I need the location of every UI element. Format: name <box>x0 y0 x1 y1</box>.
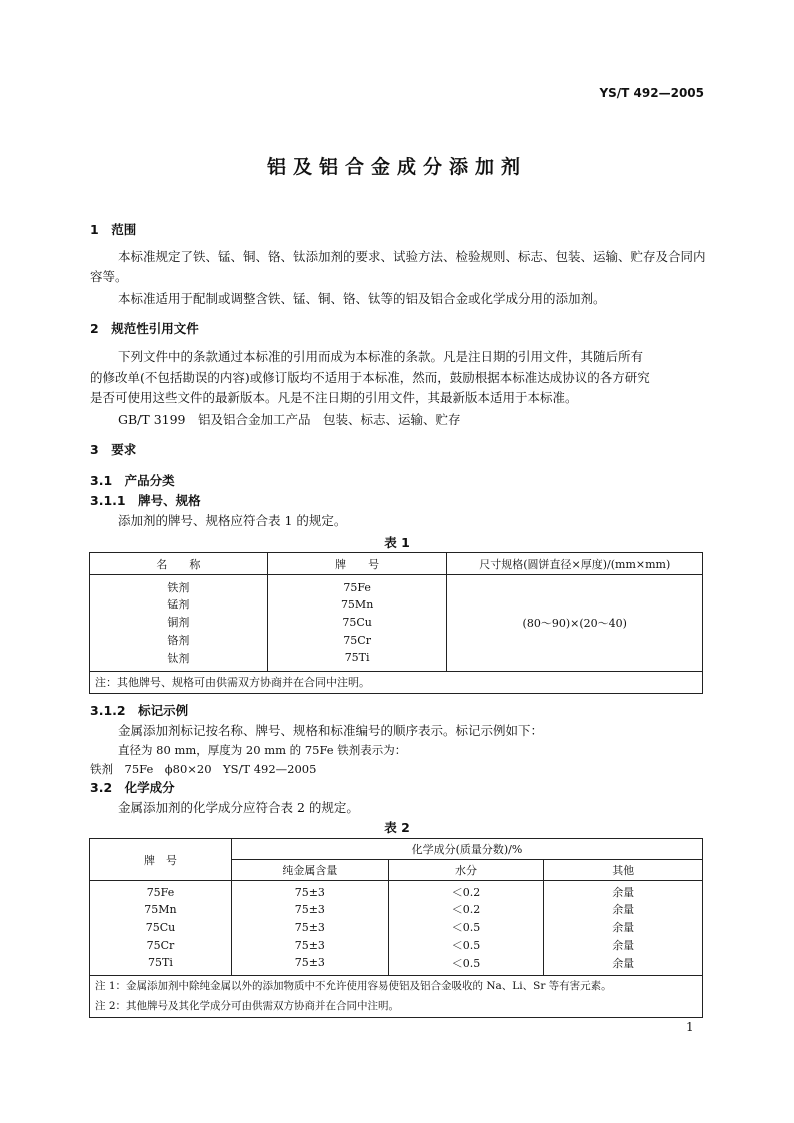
table-2-cell-metal: 75±3 <box>231 900 388 918</box>
table-2-cell-metal: 75±3 <box>231 954 388 975</box>
table-2-cell-grade: 75Mn <box>90 900 232 918</box>
table-1-row-grade: 75Fe <box>267 575 447 596</box>
table-1-row-name: 铜剂 <box>90 613 268 631</box>
table-1-row-name: 铁剂 <box>90 575 268 596</box>
table-2-cell-grade: 75Cu <box>90 918 232 936</box>
table-2-cell-other: 余量 <box>544 954 703 975</box>
table-2-note-2: 注 2：其他牌号及其化学成分可由供需双方协商并在合同中注明。 <box>95 1000 400 1012</box>
section-3-2-text: 金属添加剂的化学成分应符合表 2 的规定。 <box>118 800 359 815</box>
table-1-row-name: 铬剂 <box>90 631 268 649</box>
table-2-header-composition: 化学成分(质量分数)/% <box>231 839 702 860</box>
table-1-header-grade: 牌 号 <box>267 553 447 575</box>
table-1-row-grade: 75Cr <box>267 631 447 649</box>
table-2-cell-water: ＜0.5 <box>388 936 544 954</box>
section-2-para1-line1: 下列文件中的条款通过本标准的引用而成为本标准的条款。凡是注日期的引用文件，其随后所有 <box>118 349 644 364</box>
table-1-header-name: 名 称 <box>90 553 268 575</box>
table-2-cell-water: ＜0.5 <box>388 918 544 936</box>
section-3-heading: 3 要求 <box>90 442 137 457</box>
section-3-1-heading: 3.1 产品分类 <box>90 473 175 488</box>
table-1-row-name: 钛剂 <box>90 649 268 671</box>
table-1-row-grade: 75Ti <box>267 649 447 671</box>
section-3-1-2-example-desc: 直径为 80 mm，厚度为 20 mm 的 75Fe 铁剂表示为： <box>118 743 407 757</box>
section-1-para1-line2: 容等。 <box>90 269 128 284</box>
section-2-reference: GB/T 3199 铝及铝合金加工产品 包装、标志、运输、贮存 <box>118 412 461 427</box>
section-2-para1-line3: 是否可使用这些文件的最新版本。凡是不注日期的引用文件，其最新版本适用于本标准。 <box>90 390 578 405</box>
standard-code: YS/T 492—2005 <box>599 86 704 100</box>
section-3-1-1-text: 添加剂的牌号、规格应符合表 1 的规定。 <box>118 513 347 528</box>
page-number: 1 <box>686 1020 694 1034</box>
table-2-header-grade: 牌 号 <box>90 839 232 881</box>
section-3-1-1-heading: 3.1.1 牌号、规格 <box>90 493 201 508</box>
table-2-subheader-metal: 纯金属含量 <box>231 860 388 881</box>
table-1-row-name: 锰剂 <box>90 595 268 613</box>
section-3-1-2-text: 金属添加剂标记按名称、牌号、规格和标准编号的顺序表示。标记示例如下： <box>118 723 544 738</box>
table-1-row-grade: 75Cu <box>267 613 447 631</box>
section-1-para1-line1: 本标准规定了铁、锰、铜、铬、钛添加剂的要求、试验方法、检验规则、标志、包装、运输、贮存及合同内 <box>118 249 706 264</box>
table-2-cell-grade: 75Ti <box>90 954 232 975</box>
document-title: 铝及铝合金成分添加剂 <box>266 156 527 178</box>
section-1-para2: 本标准适用于配制或调整含铁、锰、铜、铬、钛等的铝及铝合金或化学成分用的添加剂。 <box>118 291 606 306</box>
table-2 <box>89 838 703 1018</box>
section-2-heading: 2 规范性引用文件 <box>90 321 199 336</box>
table-2-subheader-other: 其他 <box>544 860 703 881</box>
table-2-cell-other: 余量 <box>544 918 703 936</box>
table-1-note: 注：其他牌号、规格可由供需双方协商并在合同中注明。 <box>90 671 703 693</box>
table-2-cell-grade: 75Cr <box>90 936 232 954</box>
table-1-header-size: 尺寸规格(圆饼直径×厚度)/(mm×mm) <box>447 553 703 575</box>
table-1-caption: 表 1 <box>384 535 410 550</box>
section-3-2-heading: 3.2 化学成分 <box>90 780 175 795</box>
section-2-para1-line2: 的修改单(不包括勘误的内容)或修订版均不适用于本标准，然而，鼓励根据本标准达成协议的各方研究 <box>90 370 650 385</box>
table-2-cell-other: 余量 <box>544 936 703 954</box>
table-2-notes <box>90 975 703 1017</box>
section-3-1-2-heading: 3.1.2 标记示例 <box>90 703 189 718</box>
table-2-note-1: 注 1：金属添加剂中除纯金属以外的添加物质中不允许使用容易使铝及铝合金吸收的 Na、Li、Sr 等有害元素。 <box>95 980 612 992</box>
table-1 <box>89 552 703 694</box>
table-2-cell-water: ＜0.2 <box>388 900 544 918</box>
table-2-cell-other: 余量 <box>544 900 703 918</box>
table-2-cell-grade: 75Fe <box>90 881 232 901</box>
table-2-cell-metal: 75±3 <box>231 918 388 936</box>
table-2-subheader-water: 水分 <box>388 860 544 881</box>
table-2-cell-water: ＜0.5 <box>388 954 544 975</box>
table-1-size-cell: (80～90)×(20～40) <box>447 575 703 672</box>
table-1-row-grade: 75Mn <box>267 595 447 613</box>
table-2-caption: 表 2 <box>384 820 410 835</box>
table-2-cell-other: 余量 <box>544 881 703 901</box>
table-2-cell-metal: 75±3 <box>231 881 388 901</box>
table-2-cell-metal: 75±3 <box>231 936 388 954</box>
section-3-1-2-example-mark: 铁剂 75Fe ϕ80×20 YS/T 492—2005 <box>90 762 317 776</box>
table-2-cell-water: ＜0.2 <box>388 881 544 901</box>
section-1-heading: 1 范围 <box>90 222 137 237</box>
